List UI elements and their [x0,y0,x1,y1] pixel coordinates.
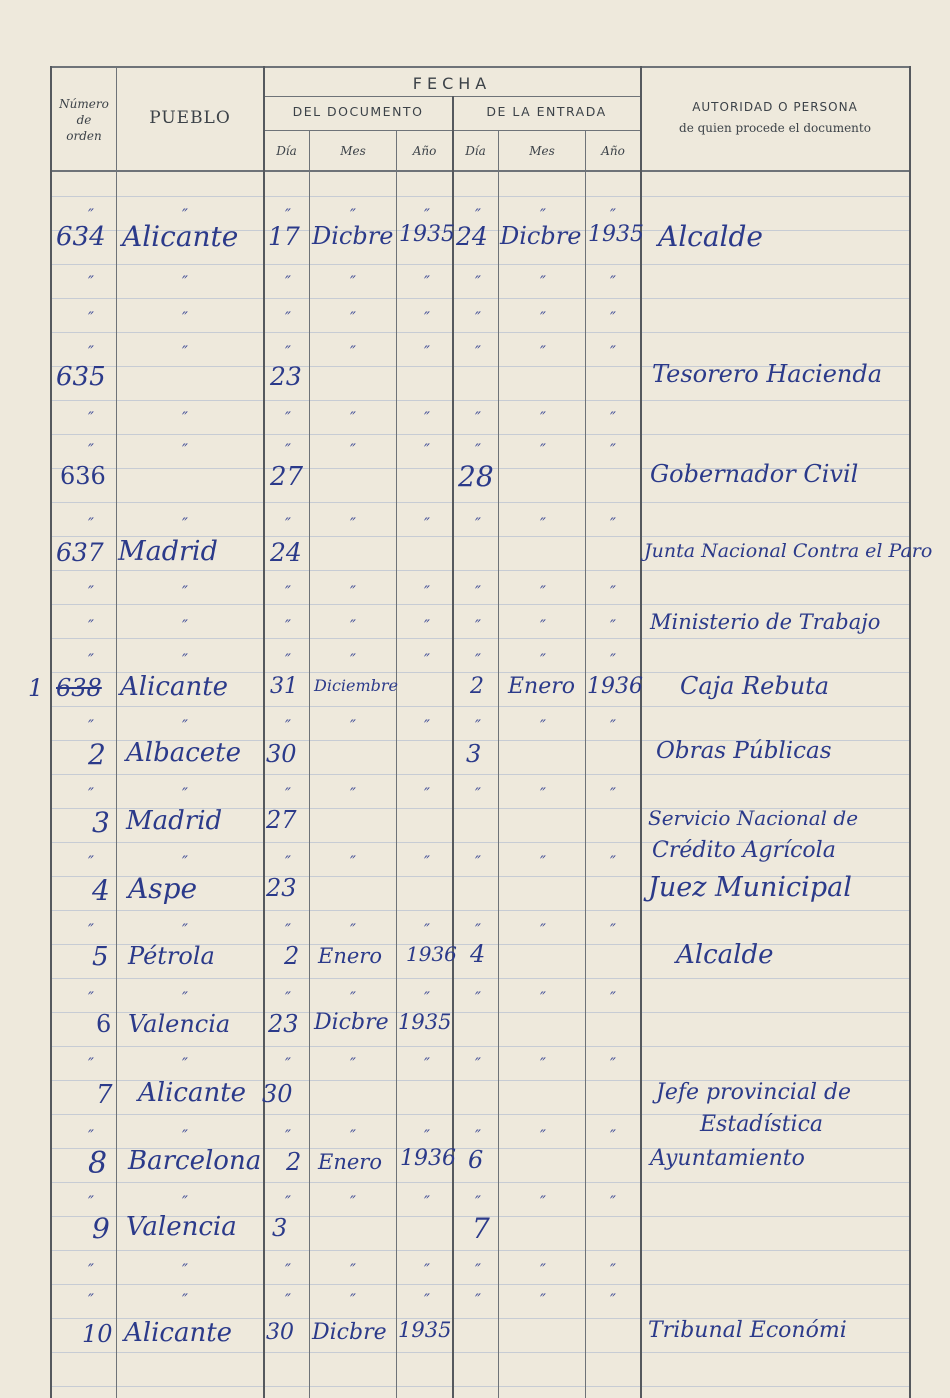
ditto-mark: ″ [182,440,188,459]
entry-dia-ent: 24 [456,222,488,251]
entry-autoridad: Juez Municipal [648,872,852,903]
ruled-line [50,1182,910,1183]
ditto-mark: ″ [285,920,291,939]
header-autoridad: AUTORIDAD O PERSONA [692,100,858,114]
ditto-mark: ″ [285,308,291,327]
entry-numero: 635 [56,362,106,392]
ditto-mark: ″ [285,342,291,361]
ditto-mark: ″ [475,1126,481,1145]
ditto-mark: ″ [350,784,356,803]
entry-dia-doc: 30 [266,740,297,768]
ditto-mark: ″ [182,852,188,871]
ditto-mark: ″ [182,342,188,361]
ditto-mark: ″ [182,650,188,669]
ditto-mark: ″ [88,650,94,669]
header-autoridad-sub: de quien procede el documento [679,121,871,135]
header-del-documento: DEL DOCUMENTO [292,104,424,119]
entry-autoridad-2: Estadística [700,1112,824,1137]
ditto-mark: ″ [88,514,94,533]
ruled-line [50,706,910,707]
entry-numero: 636 [60,462,106,490]
entry-dia-doc: 2 [284,942,300,970]
entry-dia-ent: 28 [458,460,494,493]
entry-ano-doc: 1936 [400,1146,456,1171]
ditto-mark: ″ [285,616,291,635]
ditto-mark: ″ [285,988,291,1007]
entry-autoridad: Ayuntamiento [650,1146,805,1171]
entry-numero: 3 [92,806,110,839]
ditto-mark: ″ [610,308,616,327]
ditto-mark: ″ [424,920,430,939]
ditto-mark: ″ [182,784,188,803]
entry-mes-ent: Dicbre [500,222,582,250]
header-dia-doc: Día [276,144,297,158]
ditto-mark: ″ [285,1260,291,1279]
ditto-mark: ″ [540,1192,546,1211]
ditto-mark: ″ [88,1260,94,1279]
ditto-mark: ″ [540,1290,546,1309]
ditto-mark: ″ [475,1192,481,1211]
entry-numero: 4 [92,874,110,907]
entry-autoridad: Gobernador Civil [650,460,859,488]
col-line-right [909,66,911,1398]
entry-numero: 7 [96,1080,113,1110]
ditto-mark: ″ [540,1260,546,1279]
entry-autoridad: Tribunal Económi [648,1318,847,1343]
ditto-mark: ″ [182,1126,188,1145]
ditto-mark: ″ [285,1290,291,1309]
entry-numero: 2 [88,738,106,771]
ditto-mark: ″ [475,342,481,361]
col-line-mes-doc [396,130,397,1398]
entry-dia-doc: 17 [268,222,300,251]
ditto-mark: ″ [88,1126,94,1145]
ditto-mark: ″ [424,1054,430,1073]
header-ano-ent: Año [601,144,625,158]
entry-numero: 5 [92,942,109,972]
entry-autoridad: Junta Nacional Contra el Paro [644,540,933,562]
ditto-mark: ″ [475,650,481,669]
entry-pueblo: Madrid [126,806,223,836]
entry-pueblo: Albacete [126,738,242,768]
top-border [50,66,910,68]
ditto-mark: ″ [182,1192,188,1211]
ditto-mark: ″ [475,582,481,601]
entry-ano-ent: 1936 [587,674,643,699]
ditto-mark: ″ [350,1192,356,1211]
ruled-line [50,332,910,333]
ditto-mark: ″ [610,784,616,803]
entry-mes-doc: Dicbre [312,1320,387,1345]
ditto-mark: ″ [424,1260,430,1279]
ditto-mark: ″ [424,342,430,361]
ditto-mark: ″ [475,1290,481,1309]
ditto-mark: ″ [540,308,546,327]
ruled-line [50,264,910,265]
ditto-mark: ″ [88,582,94,601]
ruled-line [50,1250,910,1251]
header-fecha: FECHA [412,74,492,93]
ditto-mark: ″ [424,616,430,635]
ditto-mark: ″ [610,440,616,459]
ditto-mark: ″ [285,650,291,669]
ditto-mark: ″ [182,1290,188,1309]
entry-pueblo: Aspe [128,872,198,905]
ditto-mark: ″ [610,716,616,735]
header-mes-doc: Mes [340,144,366,158]
header-dia-ent: Día [465,144,486,158]
ditto-mark: ″ [285,440,291,459]
ditto-mark: ″ [540,1054,546,1073]
ditto-mark: ″ [88,408,94,427]
entry-mes-ent: Enero [508,674,576,699]
ruled-line [50,1284,910,1285]
ditto-mark: ″ [182,514,188,533]
ditto-mark: ″ [424,1290,430,1309]
ditto-mark: ″ [182,716,188,735]
ditto-mark: ″ [475,308,481,327]
entry-dia-doc: 23 [270,362,302,391]
ditto-mark: ″ [88,988,94,1007]
ditto-mark: ″ [350,582,356,601]
ditto-mark: ″ [88,1290,94,1309]
ditto-mark: ″ [350,514,356,533]
ditto-mark: ″ [610,920,616,939]
col-line-dia-ent [498,130,499,1398]
entry-mes-doc: Dicbre [312,222,394,250]
ditto-mark: ″ [182,272,188,291]
entry-pueblo: Alicante [120,672,229,702]
entry-autoridad: Alcalde [676,940,774,970]
ditto-mark: ″ [540,920,546,939]
ditto-mark: ″ [475,616,481,635]
header-bottom-border [50,170,910,172]
entry-dia-doc: 30 [266,1320,294,1345]
ditto-mark: ″ [424,852,430,871]
entry-mes-doc: Diciembre [314,676,399,695]
entry-dia-doc: 23 [268,1010,299,1038]
entry-numero: 638 [56,674,102,702]
ditto-mark: ″ [88,920,94,939]
entry-pueblo: Valencia [128,1010,231,1038]
entry-dia-ent: 7 [472,1212,490,1245]
ditto-mark: ″ [88,616,94,635]
ruled-line [50,978,910,979]
ditto-mark: ″ [610,1192,616,1211]
entry-ano-doc: 1935 [398,1318,452,1342]
entry-numero: 637 [56,538,104,567]
entry-dia-doc: 27 [266,806,297,834]
entry-pueblo: Madrid [118,536,218,567]
entry-mes-doc: Enero [318,1150,382,1174]
ditto-mark: ″ [182,582,188,601]
ditto-mark: ″ [350,616,356,635]
ruled-line [50,1046,910,1047]
ditto-mark: ″ [540,988,546,1007]
ditto-mark: ″ [350,1260,356,1279]
entry-mes-doc: Dicbre [314,1010,389,1035]
ditto-mark: ″ [285,205,291,224]
ditto-mark: ″ [350,342,356,361]
col-line-ano-doc [452,96,454,1398]
ditto-mark: ″ [475,920,481,939]
ditto-mark: ″ [182,308,188,327]
ditto-mark: ″ [285,514,291,533]
ditto-mark: ″ [424,716,430,735]
ditto-mark: ″ [424,1192,430,1211]
ditto-mark: ″ [182,408,188,427]
entry-pueblo: Alicante [124,1318,233,1348]
ditto-mark: ″ [424,582,430,601]
entry-dia-ent: 6 [468,1146,484,1174]
ditto-mark: ″ [475,272,481,291]
col-line-dia-doc [309,130,310,1398]
col-line-numero [116,66,117,1398]
entry-dia-doc: 2 [286,1148,302,1176]
ditto-mark: ″ [350,716,356,735]
ditto-mark: ″ [540,440,546,459]
ditto-mark: ″ [610,852,616,871]
ditto-mark: ″ [610,650,616,669]
entry-ano-doc: 1935 [399,222,455,247]
entry-pueblo: Pétrola [128,942,215,970]
ditto-mark: ″ [475,514,481,533]
ditto-mark: ″ [350,440,356,459]
ditto-mark: ″ [540,1126,546,1145]
ditto-mark: ″ [350,650,356,669]
entry-numero: 634 [56,222,106,252]
ditto-mark: ″ [182,920,188,939]
ditto-mark: ″ [475,440,481,459]
ditto-mark: ″ [610,616,616,635]
ditto-mark: ″ [475,716,481,735]
ditto-mark: ″ [540,852,546,871]
ditto-mark: ″ [285,1192,291,1211]
ditto-mark: ″ [610,205,616,224]
ruled-line [50,638,910,639]
ditto-mark: ″ [350,205,356,224]
ditto-mark: ″ [424,784,430,803]
ditto-mark: ″ [182,988,188,1007]
ruled-line [50,298,910,299]
entry-autoridad: Caja Rebuta [680,672,830,700]
entry-autoridad: Obras Públicas [656,738,832,764]
ditto-mark: ″ [610,1126,616,1145]
col-line-ano-ent [640,66,642,1398]
ruled-line [50,774,910,775]
ditto-mark: ″ [88,272,94,291]
col-line-mes-ent [585,130,586,1398]
entry-dia-doc: 23 [266,874,297,902]
entry-dia-doc: 31 [270,674,298,699]
ruled-line [50,570,910,571]
ditto-mark: ″ [475,205,481,224]
entry-pueblo: Alicante [138,1078,247,1108]
ruled-line [50,910,910,911]
ditto-mark: ″ [540,514,546,533]
ditto-mark: ″ [285,1054,291,1073]
col-line-left [50,66,52,1398]
entry-numero: 10 [82,1320,113,1348]
ditto-mark: ″ [424,440,430,459]
entry-dia-doc: 27 [270,462,304,492]
ditto-mark: ″ [88,342,94,361]
ditto-mark: ″ [88,1054,94,1073]
ditto-mark: ″ [285,784,291,803]
ditto-mark: ″ [88,716,94,735]
ditto-mark: ″ [610,408,616,427]
ditto-mark: ″ [88,440,94,459]
ditto-mark: ″ [424,514,430,533]
ruled-line [50,400,910,401]
header-ano-doc: Año [412,144,437,158]
ditto-mark: ″ [540,582,546,601]
ruled-line [50,196,910,197]
ditto-mark: ″ [350,1290,356,1309]
ditto-mark: ″ [350,408,356,427]
ditto-mark: ″ [285,272,291,291]
ditto-mark: ″ [88,308,94,327]
ditto-mark: ″ [285,852,291,871]
ditto-mark: ″ [350,920,356,939]
ditto-mark: ″ [540,272,546,291]
header-de-la-entrada: DE LA ENTRADA [486,104,607,119]
ditto-mark: ″ [475,1054,481,1073]
col-line-pueblo [263,66,265,1398]
header-mes-ent: Mes [529,144,555,158]
entry-autoridad-2: Crédito Agrícola [652,838,836,863]
ruled-line [50,604,910,605]
ditto-mark: ″ [350,852,356,871]
entry-ano-doc: 1936 [406,942,457,966]
entry-dia-ent: 4 [470,940,486,968]
ditto-mark: ″ [610,988,616,1007]
entry-ano-ent: 1935 [588,222,644,247]
entry-dia-doc: 24 [270,538,302,567]
ditto-mark: ″ [540,650,546,669]
ditto-mark: ″ [182,205,188,224]
entry-mes-doc: Enero [318,944,382,968]
ditto-mark: ″ [424,272,430,291]
entry-autoridad: Servicio Nacional de [648,806,859,830]
ditto-mark: ″ [182,1260,188,1279]
ditto-mark: ″ [475,1260,481,1279]
ditto-mark: ″ [610,514,616,533]
ditto-mark: ″ [475,852,481,871]
entry-dia-ent: 3 [466,740,482,768]
entry-autoridad: Jefe provincial de [656,1080,852,1105]
ditto-mark: ″ [540,784,546,803]
ditto-mark: ″ [424,408,430,427]
entry-dia-ent: 2 [470,674,484,699]
entry-dia-doc: 30 [262,1080,293,1108]
ditto-mark: ″ [610,1054,616,1073]
ditto-mark: ″ [88,1192,94,1211]
entry-autoridad: Alcalde [658,220,763,253]
ditto-mark: ″ [350,272,356,291]
entry-autoridad: Tesorero Hacienda [652,360,883,388]
ditto-mark: ″ [88,784,94,803]
entry-autoridad-2: Ministerio de Trabajo [650,610,881,634]
ditto-mark: ″ [475,408,481,427]
ditto-mark: ″ [475,784,481,803]
entry-numero: 6 [96,1010,112,1038]
entry-dia-doc: 3 [272,1214,288,1242]
entry-pueblo: Valencia [126,1212,237,1242]
ditto-mark: ″ [540,342,546,361]
header-numero-de-orden: Número de orden [59,97,109,143]
ditto-mark: ″ [424,205,430,224]
ditto-mark: ″ [424,650,430,669]
ditto-mark: ″ [350,988,356,1007]
ruled-line [50,1352,910,1353]
ditto-mark: ″ [540,616,546,635]
entry-ano-doc: 1935 [398,1010,452,1034]
entry-margin-number: 1 [28,674,44,702]
ditto-mark: ″ [475,988,481,1007]
ditto-mark: ″ [285,1126,291,1145]
ditto-mark: ″ [540,205,546,224]
ditto-mark: ″ [285,716,291,735]
entry-numero: 8 [88,1146,108,1181]
ditto-mark: ″ [610,342,616,361]
ditto-mark: ″ [350,308,356,327]
ditto-mark: ″ [610,582,616,601]
ditto-mark: ″ [350,1126,356,1145]
ditto-mark: ″ [610,272,616,291]
ditto-mark: ″ [424,1126,430,1145]
ditto-mark: ″ [182,1054,188,1073]
ditto-mark: ″ [285,408,291,427]
ditto-mark: ″ [424,308,430,327]
header-pueblo: PUEBLO [149,108,231,128]
ditto-mark: ″ [540,716,546,735]
ditto-mark: ″ [182,616,188,635]
ditto-mark: ″ [424,988,430,1007]
ruled-line [50,434,910,435]
ditto-mark: ″ [285,582,291,601]
entry-pueblo: Alicante [122,220,239,253]
ruled-line [50,1386,910,1387]
ruled-line [50,502,910,503]
ditto-mark: ″ [540,408,546,427]
entry-numero: 9 [92,1212,110,1245]
ditto-mark: ″ [88,205,94,224]
ditto-mark: ″ [610,1260,616,1279]
ditto-mark: ″ [88,852,94,871]
entry-pueblo: Barcelona [128,1146,262,1176]
ditto-mark: ″ [610,1290,616,1309]
ditto-mark: ″ [350,1054,356,1073]
